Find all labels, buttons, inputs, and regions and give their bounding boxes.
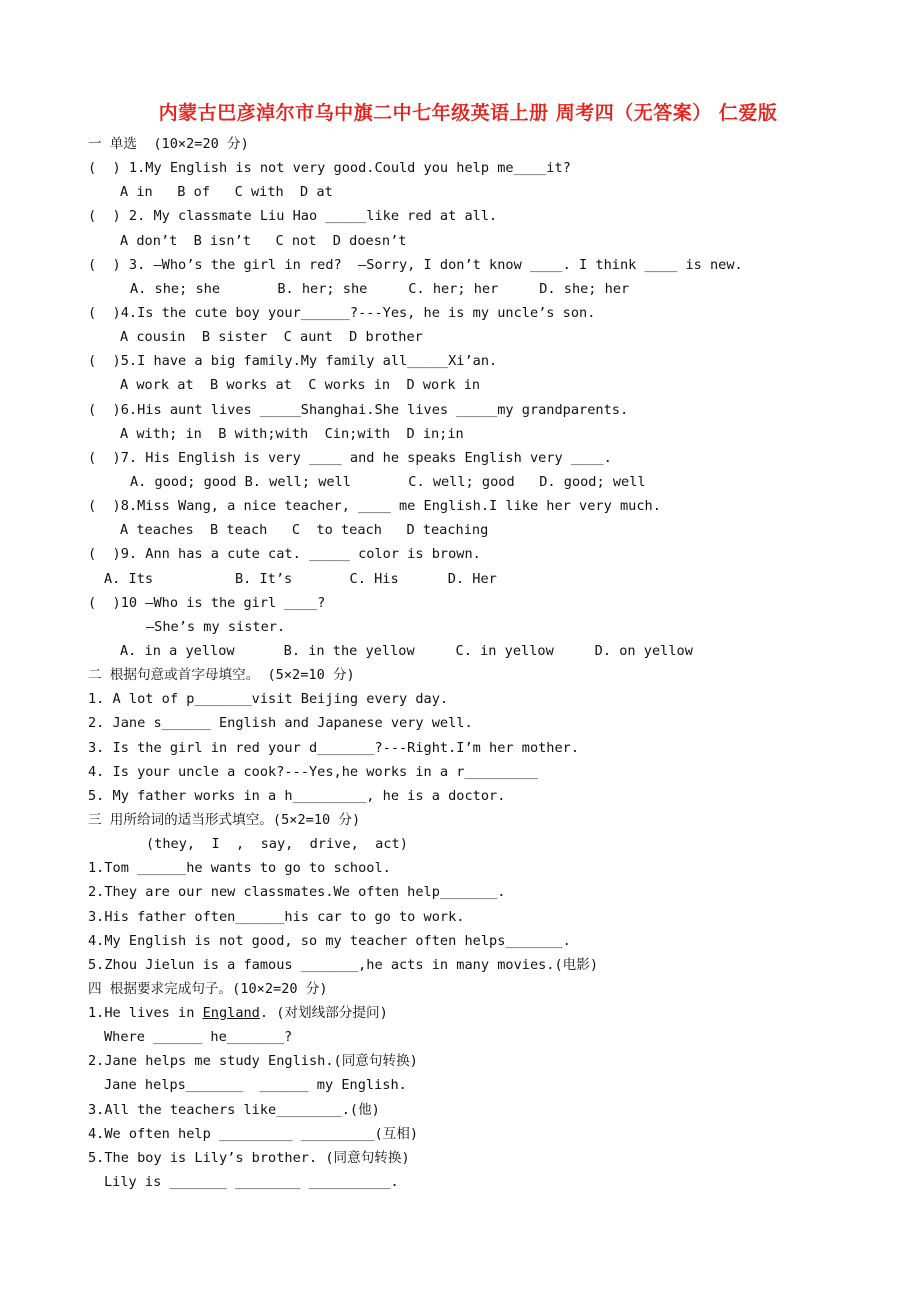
question-5: ( )5.I have a big family.My family all_____Xi’an. (88, 353, 498, 370)
page-title: 内蒙古巴彦淖尔市乌中旗二中七年级英语上册 周考四（无答案） 仁爱版 (158, 102, 778, 124)
fill-item: 5. My father works in a h_________, he is a doctor. (88, 787, 506, 804)
sentence-item-2-answer: Jane helps_______ ______ my English. (104, 1077, 407, 1094)
word-form-item: 5.Zhou Jielun is a famous _______,he acts in many movies.(电影) (88, 956, 599, 973)
word-form-item: 3.His father often______his car to go to work. (88, 908, 465, 925)
sentence-item-1-answer: Where ______ he_______? (104, 1029, 293, 1046)
fill-item: 2. Jane s______ English and Japanese very well. (88, 715, 473, 732)
question-7-options: A. good; good B. well; well C. well; good D. good; well (130, 473, 646, 490)
question-1-options: A in B of C with D at (120, 184, 333, 201)
word-form-item: 1.Tom ______he wants to go to school. (88, 860, 391, 877)
question-8: ( )8.Miss Wang, a nice teacher, ____ me English.I like her very much. (88, 498, 661, 515)
question-10-dialogue: —She’s my sister. (146, 618, 286, 635)
word-form-item: 4.My English is not good, so my teacher often helps_______. (88, 932, 571, 949)
question-5-options: A work at B works at C works in D work in (120, 377, 481, 394)
sentence-item-3: 3.All the teachers like________.(他) (88, 1101, 380, 1118)
sentence-item-4: 4.We often help _________ _________(互相) (88, 1125, 419, 1142)
sentence-item-1-post: . (对划线部分提问) (259, 1005, 388, 1022)
question-6: ( )6.His aunt lives _____Shanghai.She lives _____my grandparents. (88, 401, 629, 418)
question-1: ( ) 1.My English is not very good.Could you help me____it? (88, 160, 571, 177)
fill-item: 3. Is the girl in red your d_______?---Right.I’m her mother. (88, 739, 580, 756)
question-7: ( )7. His English is very ____ and he speaks English very ____. (88, 449, 612, 466)
question-3-options: A. she; she B. her; she C. her; her D. she; her (130, 280, 630, 297)
section-2-heading: 二 根据句意或首字母填空。 (5×2=10 分) (88, 667, 355, 684)
sentence-item-5: 5.The boy is Lily’s brother. (同意句转换) (88, 1149, 410, 1166)
fill-item: 4. Is your uncle a cook?---Yes,he works in a r_________ (88, 763, 539, 780)
question-4: ( )4.Is the cute boy your______?---Yes, he is my uncle’s son. (88, 304, 596, 321)
sentence-item-5-answer: Lily is _______ ________ __________. (104, 1174, 399, 1191)
sentence-item-1-pre: 1.He lives in (88, 1005, 203, 1022)
question-9-options: A. Its B. It’s C. His D. Her (104, 570, 497, 587)
word-form-item: 2.They are our new classmates.We often help_______. (88, 884, 506, 901)
question-8-options: A teaches B teach C to teach D teaching (120, 522, 489, 539)
worksheet (88, 96, 868, 1194)
sentence-item-1 (88, 1001, 868, 1025)
sentence-item-2: 2.Jane helps me study English.(同意句转换) (88, 1053, 418, 1070)
question-6-options: A with; in B with;with Cin;with D in;in (120, 425, 464, 442)
question-2-options: A don’t B isn’t C not D doesn’t (120, 232, 407, 249)
question-3: ( ) 3. —Who’s the girl in red? —Sorry, I don’t know ____. I think ____ is new. (88, 256, 743, 273)
section-1-heading: 一 单选 (10×2=20 分) (88, 136, 249, 152)
section-3-heading: 三 用所给词的适当形式填空。(5×2=10 分) (88, 811, 361, 828)
fill-item: 1. A lot of p_______visit Beijing every day. (88, 691, 449, 708)
question-2: ( ) 2. My classmate Liu Hao _____like red at all. (88, 208, 498, 225)
question-10: ( )10 —Who is the girl ____? (88, 594, 326, 611)
underlined-word: England (202, 1005, 260, 1022)
section-4-heading: 四 根据要求完成句子。(10×2=20 分) (88, 980, 328, 997)
question-10-options: A. in a yellow B. in the yellow C. in yellow D. on yellow (120, 642, 693, 659)
question-4-options: A cousin B sister C aunt D brother (120, 329, 423, 346)
question-9: ( )9. Ann has a cute cat. _____ color is brown. (88, 546, 481, 563)
given-words: (they, I , say, drive, act) (146, 836, 408, 853)
